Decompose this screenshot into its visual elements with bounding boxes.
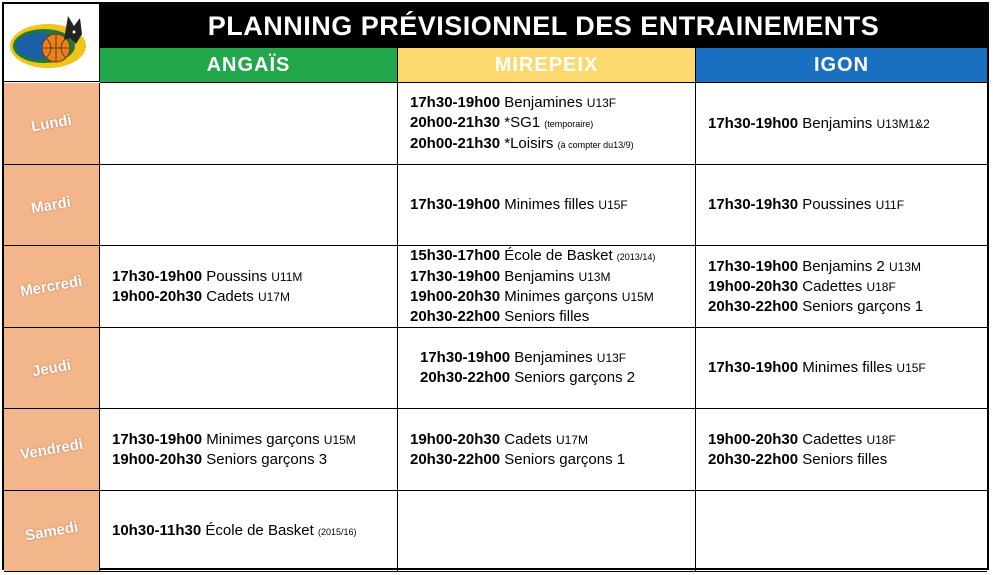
schedule-cell <box>398 165 696 246</box>
session-label: École de Basket <box>201 521 318 539</box>
session-label: Poussins <box>202 267 272 285</box>
schedule-cell <box>100 409 398 491</box>
session-time: 17h30-19h00 <box>410 196 501 213</box>
session-time: 17h30-19h00 <box>410 268 501 285</box>
session-time: 17h30-19h00 <box>410 93 501 111</box>
session-category: U15F <box>896 361 926 375</box>
session-time: 19h00-20h30 <box>708 277 799 295</box>
session-entry <box>410 267 695 287</box>
schedule-cell <box>398 328 696 409</box>
session-label: Cadettes <box>798 277 867 295</box>
planning-table <box>2 2 989 570</box>
session-label: Minimes filles <box>500 196 599 213</box>
session-label: École de Basket <box>500 247 617 264</box>
schedule-cell <box>696 491 987 572</box>
session-label: Cadets <box>500 430 556 448</box>
schedule-cell <box>398 491 696 572</box>
session-time: 17h30-19h00 <box>708 114 799 132</box>
session-label: Seniors filles <box>500 308 590 325</box>
session-category: (à compter du13/9) <box>557 139 634 150</box>
session-time: 10h30-11h30 <box>112 521 202 539</box>
session-entry <box>708 257 987 277</box>
session-entry <box>410 195 695 215</box>
session-label: Minimes garçons <box>500 288 622 305</box>
session-category: U11F <box>875 198 905 212</box>
session-time: 17h30-19h30 <box>708 196 799 213</box>
session-entry <box>708 277 987 297</box>
session-time: 19h00-20h30 <box>112 450 203 468</box>
session-label: Seniors filles <box>798 450 888 468</box>
session-entry <box>708 430 987 450</box>
session-entry <box>410 246 695 267</box>
club-logo <box>4 4 100 82</box>
session-time: 20h00-21h30 <box>410 134 501 152</box>
session-time: 19h00-20h30 <box>112 287 203 305</box>
day-label-3: Jeudi <box>4 328 100 409</box>
session-entry <box>112 521 397 542</box>
session-entry <box>112 287 397 307</box>
session-entry <box>420 348 695 368</box>
wolf-basketball-logo-icon <box>4 4 98 80</box>
venue-header-mirepeix: MIREPEIX <box>398 48 696 83</box>
session-time: 20h30-22h00 <box>410 450 501 468</box>
session-category: U17M <box>555 432 588 447</box>
session-entry <box>410 287 695 307</box>
session-time: 17h30-19h00 <box>112 430 203 448</box>
session-entry <box>410 113 695 134</box>
session-label: Benjamins 2 <box>798 257 889 275</box>
schedule-cell <box>100 83 398 165</box>
session-time: 20h00-21h30 <box>410 113 501 131</box>
session-time: 20h30-22h00 <box>708 297 799 315</box>
day-label-4: Vendredi <box>4 409 100 491</box>
session-entry <box>112 267 397 287</box>
schedule-cell <box>100 328 398 409</box>
page-title: PLANNING PRÉVISIONNEL DES ENTRAINEMENTS <box>100 4 987 48</box>
session-time: 19h00-20h30 <box>410 430 501 448</box>
venue-header-igon: IGON <box>696 48 987 83</box>
session-entry <box>112 430 397 450</box>
schedule-cell <box>398 83 696 165</box>
session-category: U15M <box>323 432 356 447</box>
day-label-0: Lundi <box>4 83 100 165</box>
session-entry <box>708 114 987 134</box>
session-category: U13M <box>888 259 921 274</box>
session-category: U18F <box>866 432 896 447</box>
session-label: Benjamines <box>510 349 597 366</box>
session-label: Cadettes <box>798 430 867 448</box>
schedule-cell <box>100 491 398 572</box>
session-time: 17h30-19h00 <box>420 349 511 366</box>
session-time: 17h30-19h00 <box>708 359 799 376</box>
session-category: U18F <box>866 279 896 294</box>
session-time: 17h30-19h00 <box>708 257 799 275</box>
session-entry <box>708 450 987 470</box>
session-label: Benjamines <box>500 93 587 111</box>
schedule-cell <box>696 409 987 491</box>
day-label-5: Samedi <box>4 491 100 572</box>
day-label-2: Mercredi <box>4 246 100 328</box>
session-time: 15h30-17h00 <box>410 247 501 264</box>
session-label: Seniors garçons 2 <box>510 369 636 386</box>
schedule-cell <box>398 246 696 328</box>
session-entry <box>420 368 695 388</box>
schedule-cell <box>696 83 987 165</box>
session-category: (2015/16) <box>317 526 357 537</box>
session-label: Poussines <box>798 196 876 213</box>
session-label: *Loisirs <box>500 134 558 152</box>
session-category: U13M <box>578 270 611 284</box>
session-label: Benjamins <box>500 268 579 285</box>
session-category: U13M1&2 <box>876 116 930 131</box>
schedule-cell <box>100 246 398 328</box>
venue-header-angais: ANGAÏS <box>100 48 398 83</box>
session-label: Benjamins <box>798 114 877 132</box>
session-category: U13F <box>586 95 617 110</box>
day-label-1: Mardi <box>4 165 100 246</box>
session-category: U15M <box>621 290 654 304</box>
session-time: 20h30-22h00 <box>708 450 799 468</box>
session-entry <box>112 450 397 470</box>
session-label: Seniors garçons 1 <box>500 450 626 468</box>
session-label: Cadets <box>202 287 258 305</box>
session-entry <box>410 450 695 470</box>
session-time: 20h30-22h00 <box>420 369 511 386</box>
session-entry <box>708 195 987 215</box>
session-label: *SG1 <box>500 113 545 131</box>
session-entry <box>708 358 987 378</box>
session-time: 19h00-20h30 <box>410 288 501 305</box>
session-time: 20h30-22h00 <box>410 308 501 325</box>
session-category: (2013/14) <box>616 252 656 262</box>
session-time: 19h00-20h30 <box>708 430 799 448</box>
session-entry <box>410 430 695 450</box>
schedule-cell <box>398 409 696 491</box>
session-category: U11M <box>271 269 303 284</box>
schedule-cell <box>696 165 987 246</box>
session-label: Seniors garçons 1 <box>798 297 924 315</box>
session-label: Minimes garçons <box>202 430 324 448</box>
session-label: Minimes filles <box>798 359 897 376</box>
session-time: 17h30-19h00 <box>112 267 203 285</box>
session-category: (temporaire) <box>544 118 594 129</box>
session-category: U17M <box>257 289 290 304</box>
session-category: U15F <box>598 198 628 212</box>
session-entry <box>410 93 695 113</box>
session-label: Seniors garçons 3 <box>202 450 328 468</box>
schedule-cell <box>696 246 987 328</box>
schedule-cell <box>696 328 987 409</box>
session-category: U13F <box>596 351 627 365</box>
session-entry <box>708 297 987 317</box>
schedule-cell <box>100 165 398 246</box>
session-entry <box>410 307 695 327</box>
session-entry <box>410 134 695 155</box>
